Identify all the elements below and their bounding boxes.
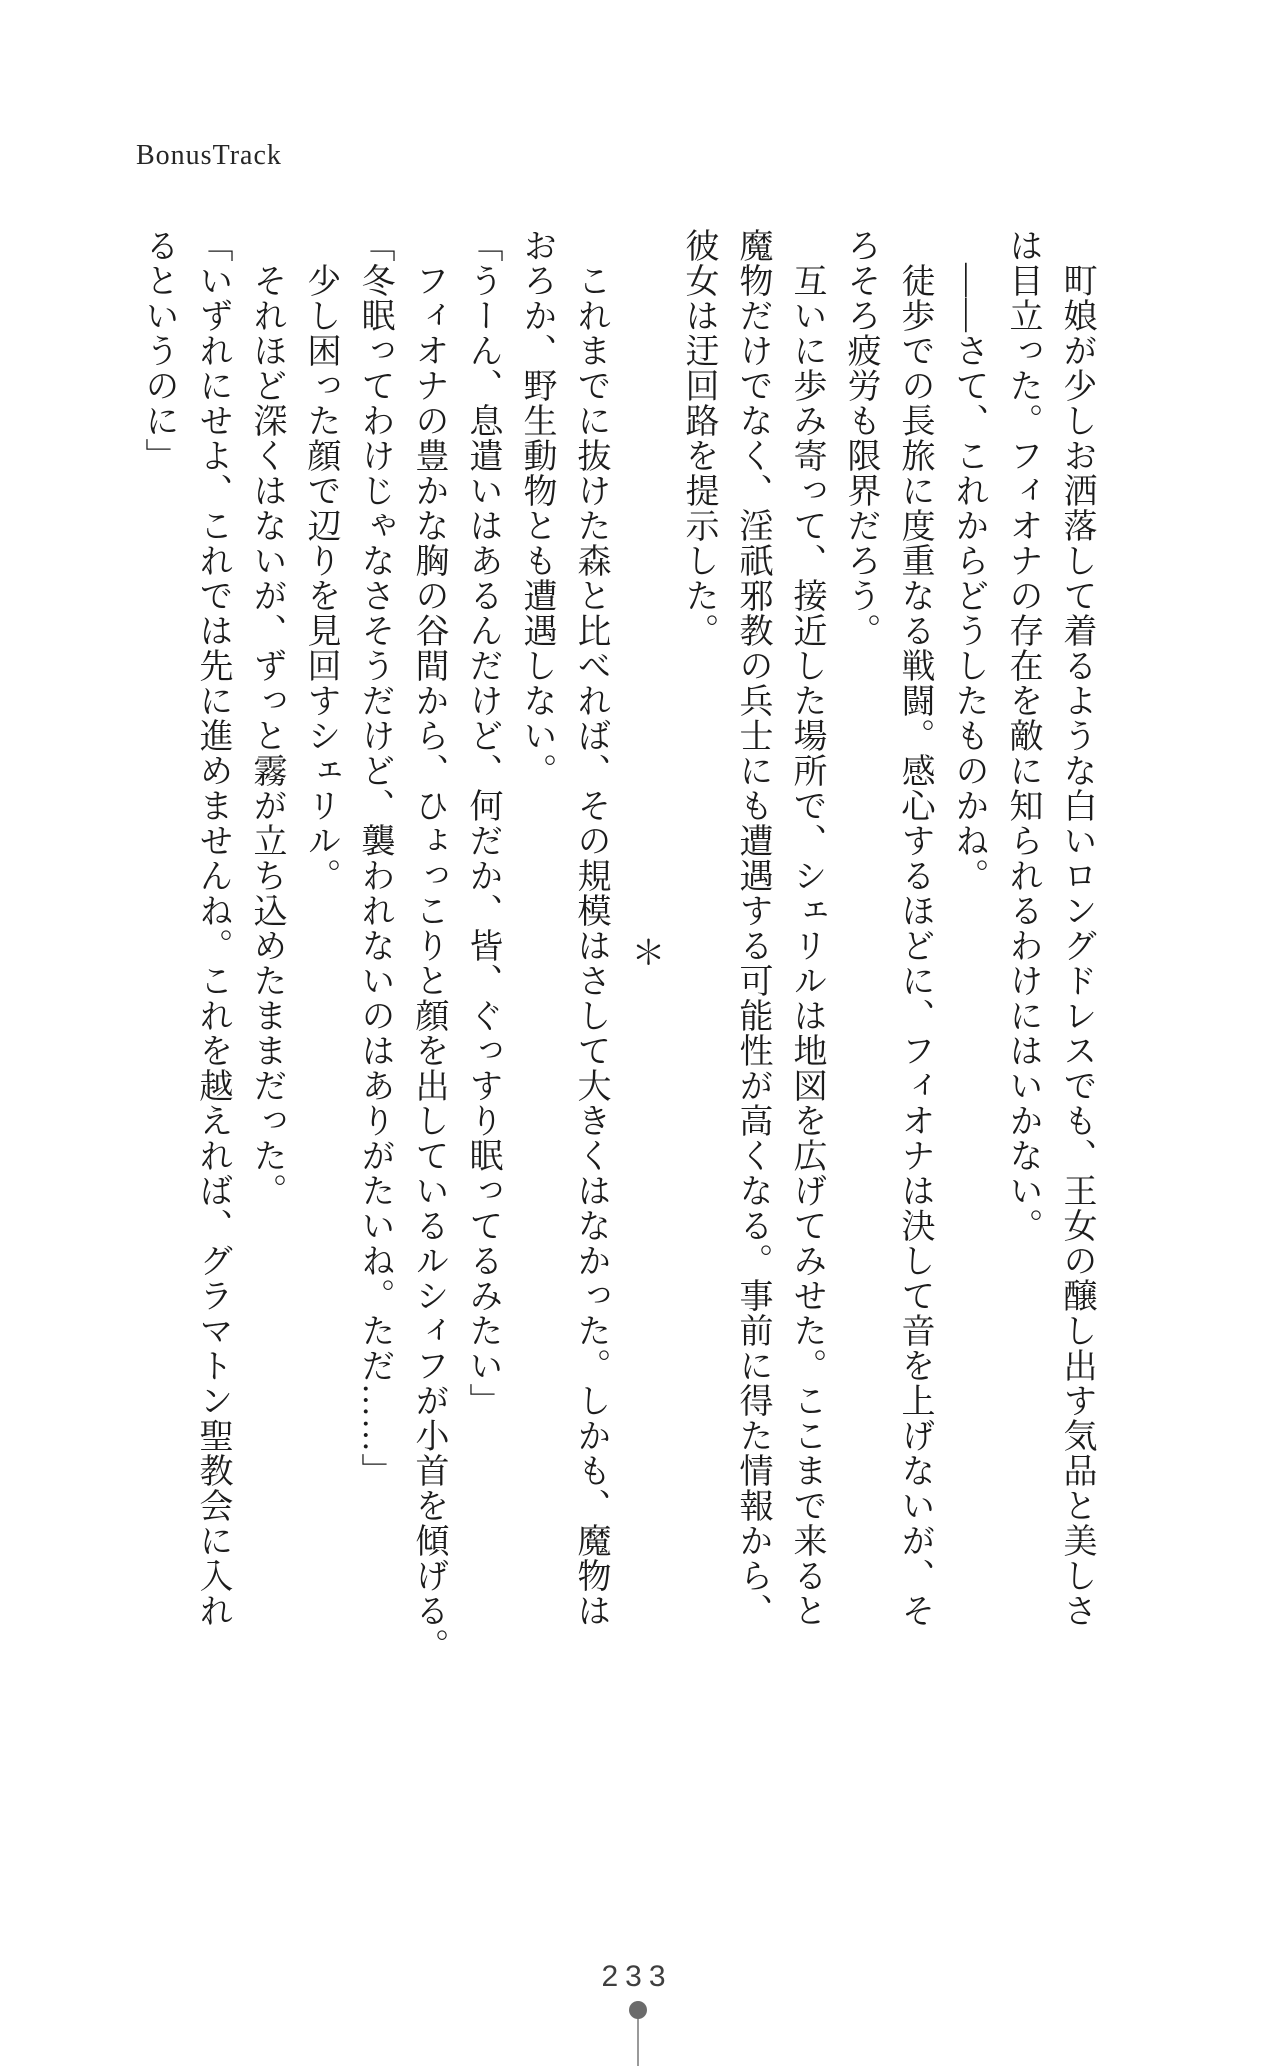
text-line: 少し困った顔で辺りを見回すシェリル。	[302, 263, 339, 893]
footer-marker-line	[637, 2016, 639, 2066]
dialogue-line: 「冬眠ってわけじゃなさそうだけど、襲われないのはありがたいね。ただ……」	[356, 228, 393, 1488]
text-line: ――さて、これからどうしたものかね。	[950, 263, 987, 893]
dialogue-line: るというのに」	[140, 228, 177, 473]
dialogue-line: 「いずれにせよ、これでは先に進めませんね。これを越えれば、グラマトン聖教会に入れ	[194, 228, 231, 1628]
vertical-text-block	[131, 228, 1103, 1676]
text-line: これまでに抜けた森と比べれば、その規模はさして大きくはなかった。しかも、魔物は	[572, 263, 609, 1628]
text-line: 魔物だけでなく、淫祇邪教の兵士にも遭遇する可能性が高くなる。事前に得た情報から、	[734, 228, 771, 1628]
page-number: 233	[601, 1960, 673, 1993]
footer-marker-dot	[629, 2001, 647, 2019]
text-line: それほど深くはないが、ずっと霧が立ち込めたままだった。	[248, 263, 285, 1208]
text-line: フィオナの豊かな胸の谷間から、ひょっこりと顔を出しているルシィフが小首を傾げる。	[410, 263, 447, 1663]
text-line: 町娘が少しお洒落して着るような白いロングドレスでも、王女の醸し出す気品と美しさ	[1058, 263, 1095, 1628]
running-head-title: BonusTrack	[136, 140, 282, 171]
text-line: ろそろ疲労も限界だろう。	[842, 228, 879, 648]
text-line: 彼女は迂回路を提示した。	[680, 228, 717, 648]
text-line: 徒歩での長旅に度重なる戦闘。感心するほどに、フィオナは決して音を上げないが、そ	[896, 263, 933, 1628]
text-line: は目立った。フィオナの存在を敵に知られるわけにはいかない。	[1004, 228, 1041, 1243]
text-line: おろか、野生動物とも遭遇しない。	[518, 228, 555, 788]
text-line: 互いに歩み寄って、接近した場所で、シェリルは地図を広げてみせた。ここまで来ると	[788, 263, 825, 1628]
dialogue-line: 「うーん、息遣いはあるんだけど、何だか、皆、ぐっすり眠ってるみたい」	[464, 228, 501, 1418]
section-separator-asterisk: ＊	[626, 934, 663, 970]
